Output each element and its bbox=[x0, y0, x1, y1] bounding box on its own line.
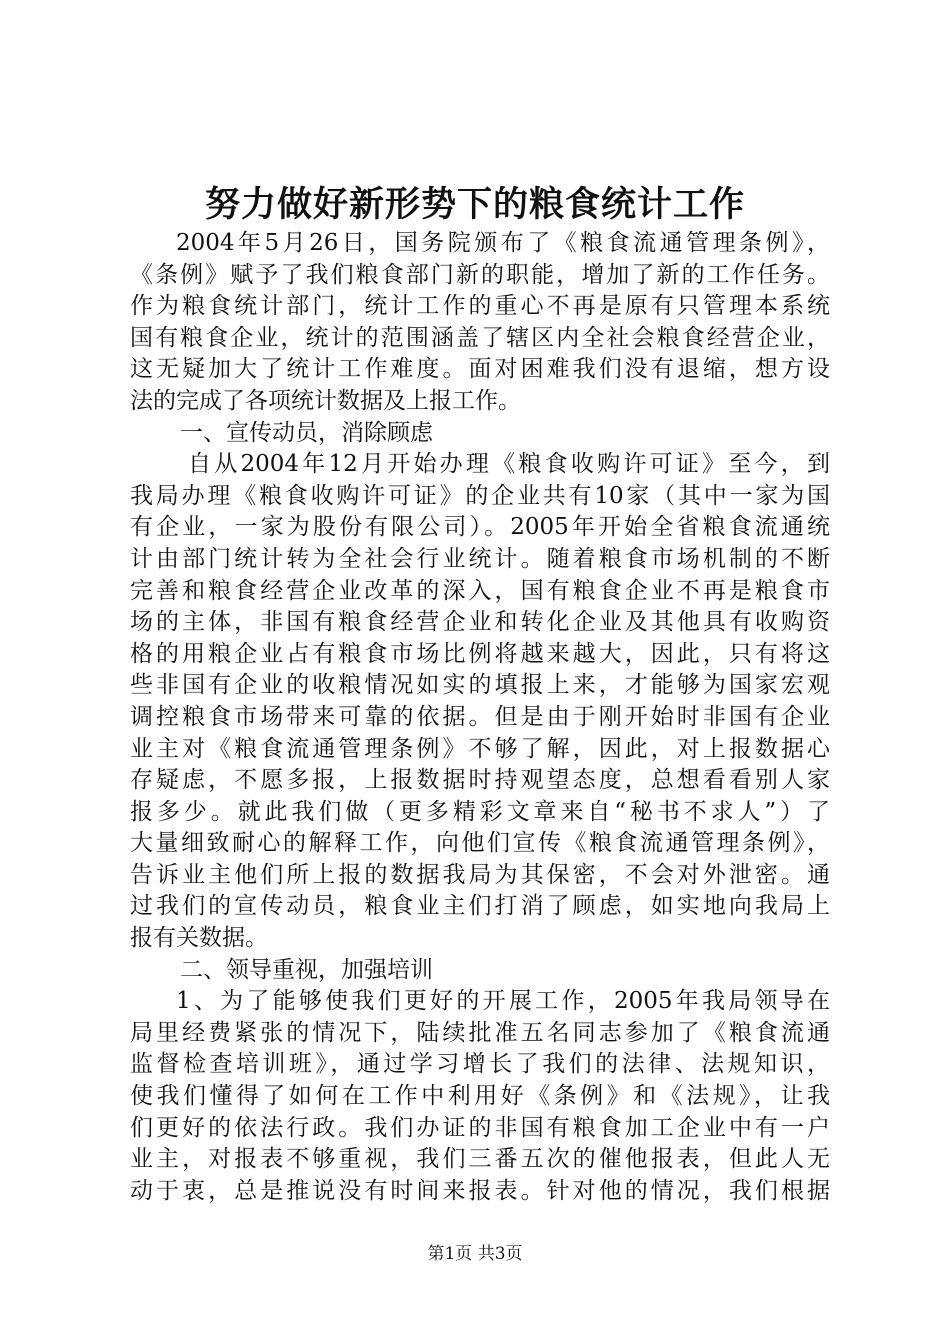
page-footer: 第1页 共3页 bbox=[427, 1244, 523, 1264]
body-line: 大量细致耐心的解释工作，向他们宣传《粮食流通管理条例》， bbox=[130, 830, 830, 857]
body-line: 们更好的依法行政。我们办证的非国有粮食加工企业中有一户 bbox=[130, 1114, 830, 1141]
body-line: 报有关数据。 bbox=[130, 925, 268, 952]
body-line: 作为粮食统计部门，统计工作的重心不再是原有只管理本系统 bbox=[130, 293, 830, 320]
body-line: 存疑虑，不愿多报，上报数据时持观望态度，总想看看别人家 bbox=[130, 767, 830, 794]
body-line: 告诉业主他们所上报的数据我局为其保密，不会对外泄密。通 bbox=[130, 861, 830, 888]
body-line: 有企业，一家为股份有限公司）。2005年开始全省粮食流通统 bbox=[130, 514, 830, 541]
document-body bbox=[130, 228, 830, 1207]
body-line: 这无疑加大了统计工作难度。面对困难我们没有退缩，想方设 bbox=[130, 356, 830, 383]
body-line: 《条例》赋予了我们粮食部门新的职能，增加了新的工作任务。 bbox=[130, 261, 830, 288]
body-line: 动于衷，总是推说没有时间来报表。针对他的情况，我们根据 bbox=[130, 1177, 830, 1204]
body-line: 过我们的宣传动员，粮食业主们打消了顾虑，如实地向我局上 bbox=[130, 893, 830, 920]
body-line: 使我们懂得了如何在工作中利用好《条例》和《法规》，让我 bbox=[130, 1083, 830, 1110]
body-line: 2004年5月26日，国务院颁布了《粮食流通管理条例》， bbox=[176, 230, 830, 256]
body-line: 调控粮食市场带来可靠的依据。但是由于刚开始时非国有企业 bbox=[130, 703, 830, 730]
body-line: 场的主体，非国有粮食经营企业和转化企业及其他具有收购资 bbox=[130, 609, 830, 636]
body-line: 1、为了能够使我们更好的开展工作，2005年我局领导在 bbox=[176, 988, 830, 1015]
body-line: 些非国有企业的收粮情况如实的填报上来，才能够为国家宏观 bbox=[130, 672, 830, 699]
body-line: 业主，对报表不够重视，我们三番五次的催他报表，但此人无 bbox=[130, 1146, 830, 1173]
body-line: 我局办理《粮食收购许可证》的企业共有10家（其中一家为国 bbox=[130, 482, 830, 509]
body-line: 法的完成了各项统计数据及上报工作。 bbox=[130, 387, 521, 414]
section-heading: 二、领导重视，加强培训 bbox=[180, 956, 433, 983]
body-line: 格的用粮企业占有粮食市场比例将越来越大，因此，只有将这 bbox=[130, 640, 830, 667]
body-line: 完善和粮食经营企业改革的深入，国有粮食企业不再是粮食市 bbox=[130, 577, 830, 604]
body-line: 自从2004年12月开始办理《粮食收购许可证》至今，到 bbox=[188, 451, 830, 478]
body-line: 国有粮食企业，统计的范围涵盖了辖区内全社会粮食经营企业， bbox=[130, 324, 830, 351]
body-line: 业主对《粮食流通管理条例》不够了解，因此，对上报数据心 bbox=[130, 735, 830, 762]
body-line: 报多少。就此我们做（更多精彩文章来自“秘书不求人”）了 bbox=[130, 798, 830, 825]
document-title: 努力做好新形势下的粮食统计工作 bbox=[204, 184, 745, 225]
section-heading: 一、宣传动员，消除顾虑 bbox=[180, 419, 433, 446]
body-line: 计由部门统计转为全社会行业统计。随着粮食市场机制的不断 bbox=[130, 545, 830, 572]
body-line: 局里经费紧张的情况下，陆续批准五名同志参加了《粮食流通 bbox=[130, 1019, 830, 1046]
body-line: 监督检查培训班》，通过学习增长了我们的法律、法规知识， bbox=[130, 1051, 830, 1078]
